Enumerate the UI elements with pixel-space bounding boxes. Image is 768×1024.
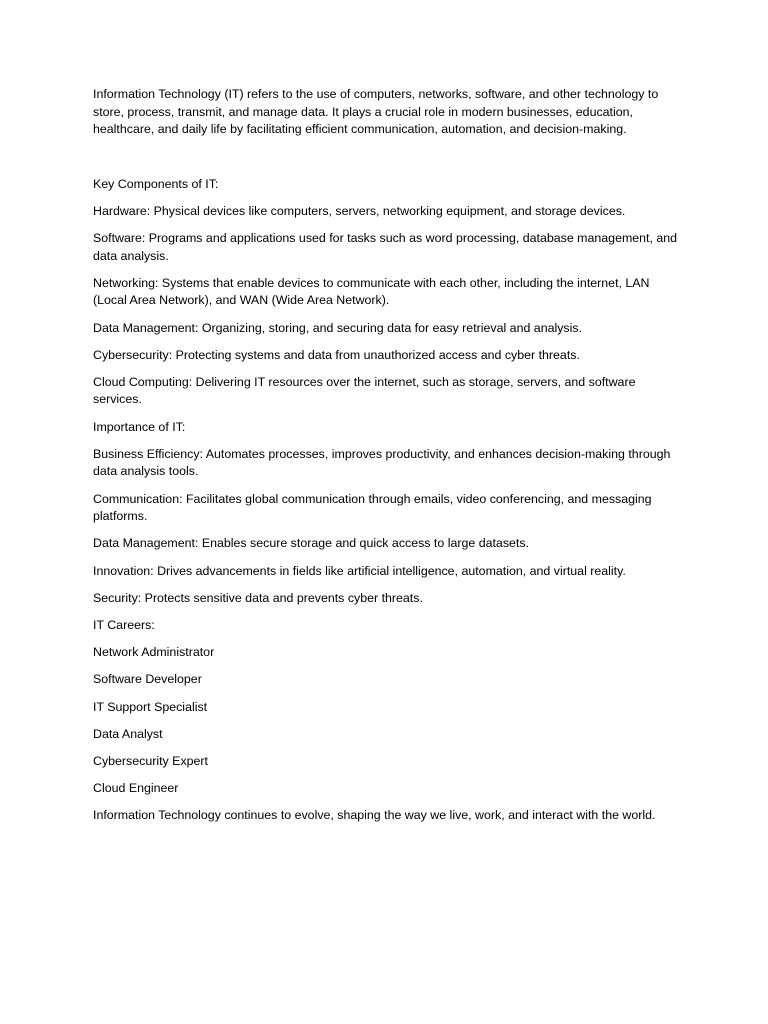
component-networking: Networking: Systems that enable devices to communicate with each other, including the internet, LAN (Local Area Network), and WAN (Wide Area Network). — [93, 275, 650, 308]
career-item: IT Support Specialist — [93, 699, 208, 714]
conclusion-paragraph: Information Technology continues to evolve, shaping the way we live, work, and interact with the world. — [93, 808, 656, 823]
component-hardware: Hardware: Physical devices like computers, servers, networking equipment, and storage devices. — [93, 203, 626, 218]
career-item: Network Administrator — [93, 645, 215, 660]
importance-communication: Communication: Facilitates global communication through emails, video conferencing, and messaging platforms. — [93, 491, 652, 524]
document-body — [93, 86, 683, 834]
career-item: Software Developer — [93, 672, 202, 687]
importance-security: Security: Protects sensitive data and prevents cyber threats. — [93, 590, 423, 605]
blank-line — [93, 148, 683, 166]
component-cloud-computing: Cloud Computing: Delivering IT resources over the internet, such as storage, servers, and software services. — [93, 374, 636, 407]
component-software: Software: Programs and applications used for tasks such as word processing, database management, and data analysis. — [93, 230, 678, 263]
importance-business-efficiency: Business Efficiency: Automates processes, improves productivity, and enhances decision-making through data analysis tools. — [93, 446, 671, 479]
component-cybersecurity: Cybersecurity: Protecting systems and data from unauthorized access and cyber threats. — [93, 347, 580, 362]
importance-innovation: Innovation: Drives advancements in fields like artificial intelligence, automation, and virtual reality. — [93, 563, 626, 578]
career-item: Data Analyst — [93, 726, 163, 741]
component-data-management: Data Management: Organizing, storing, and securing data for easy retrieval and analysis. — [93, 320, 583, 335]
importance-data-management: Data Management: Enables secure storage and quick access to large datasets. — [93, 536, 529, 551]
career-item: Cybersecurity Expert — [93, 753, 208, 768]
importance-heading: Importance of IT: — [93, 419, 186, 434]
intro-paragraph: Information Technology (IT) refers to the use of computers, networks, software, and other technology to store, process, transmit, and manage data. It plays a crucial role in modern businesses, education, healthcare, and daily life by facilitating efficient communication, automation, and decision-making. — [93, 87, 659, 137]
careers-heading: IT Careers: — [93, 617, 155, 632]
components-heading: Key Components of IT: — [93, 176, 219, 191]
career-item: Cloud Engineer — [93, 781, 179, 796]
